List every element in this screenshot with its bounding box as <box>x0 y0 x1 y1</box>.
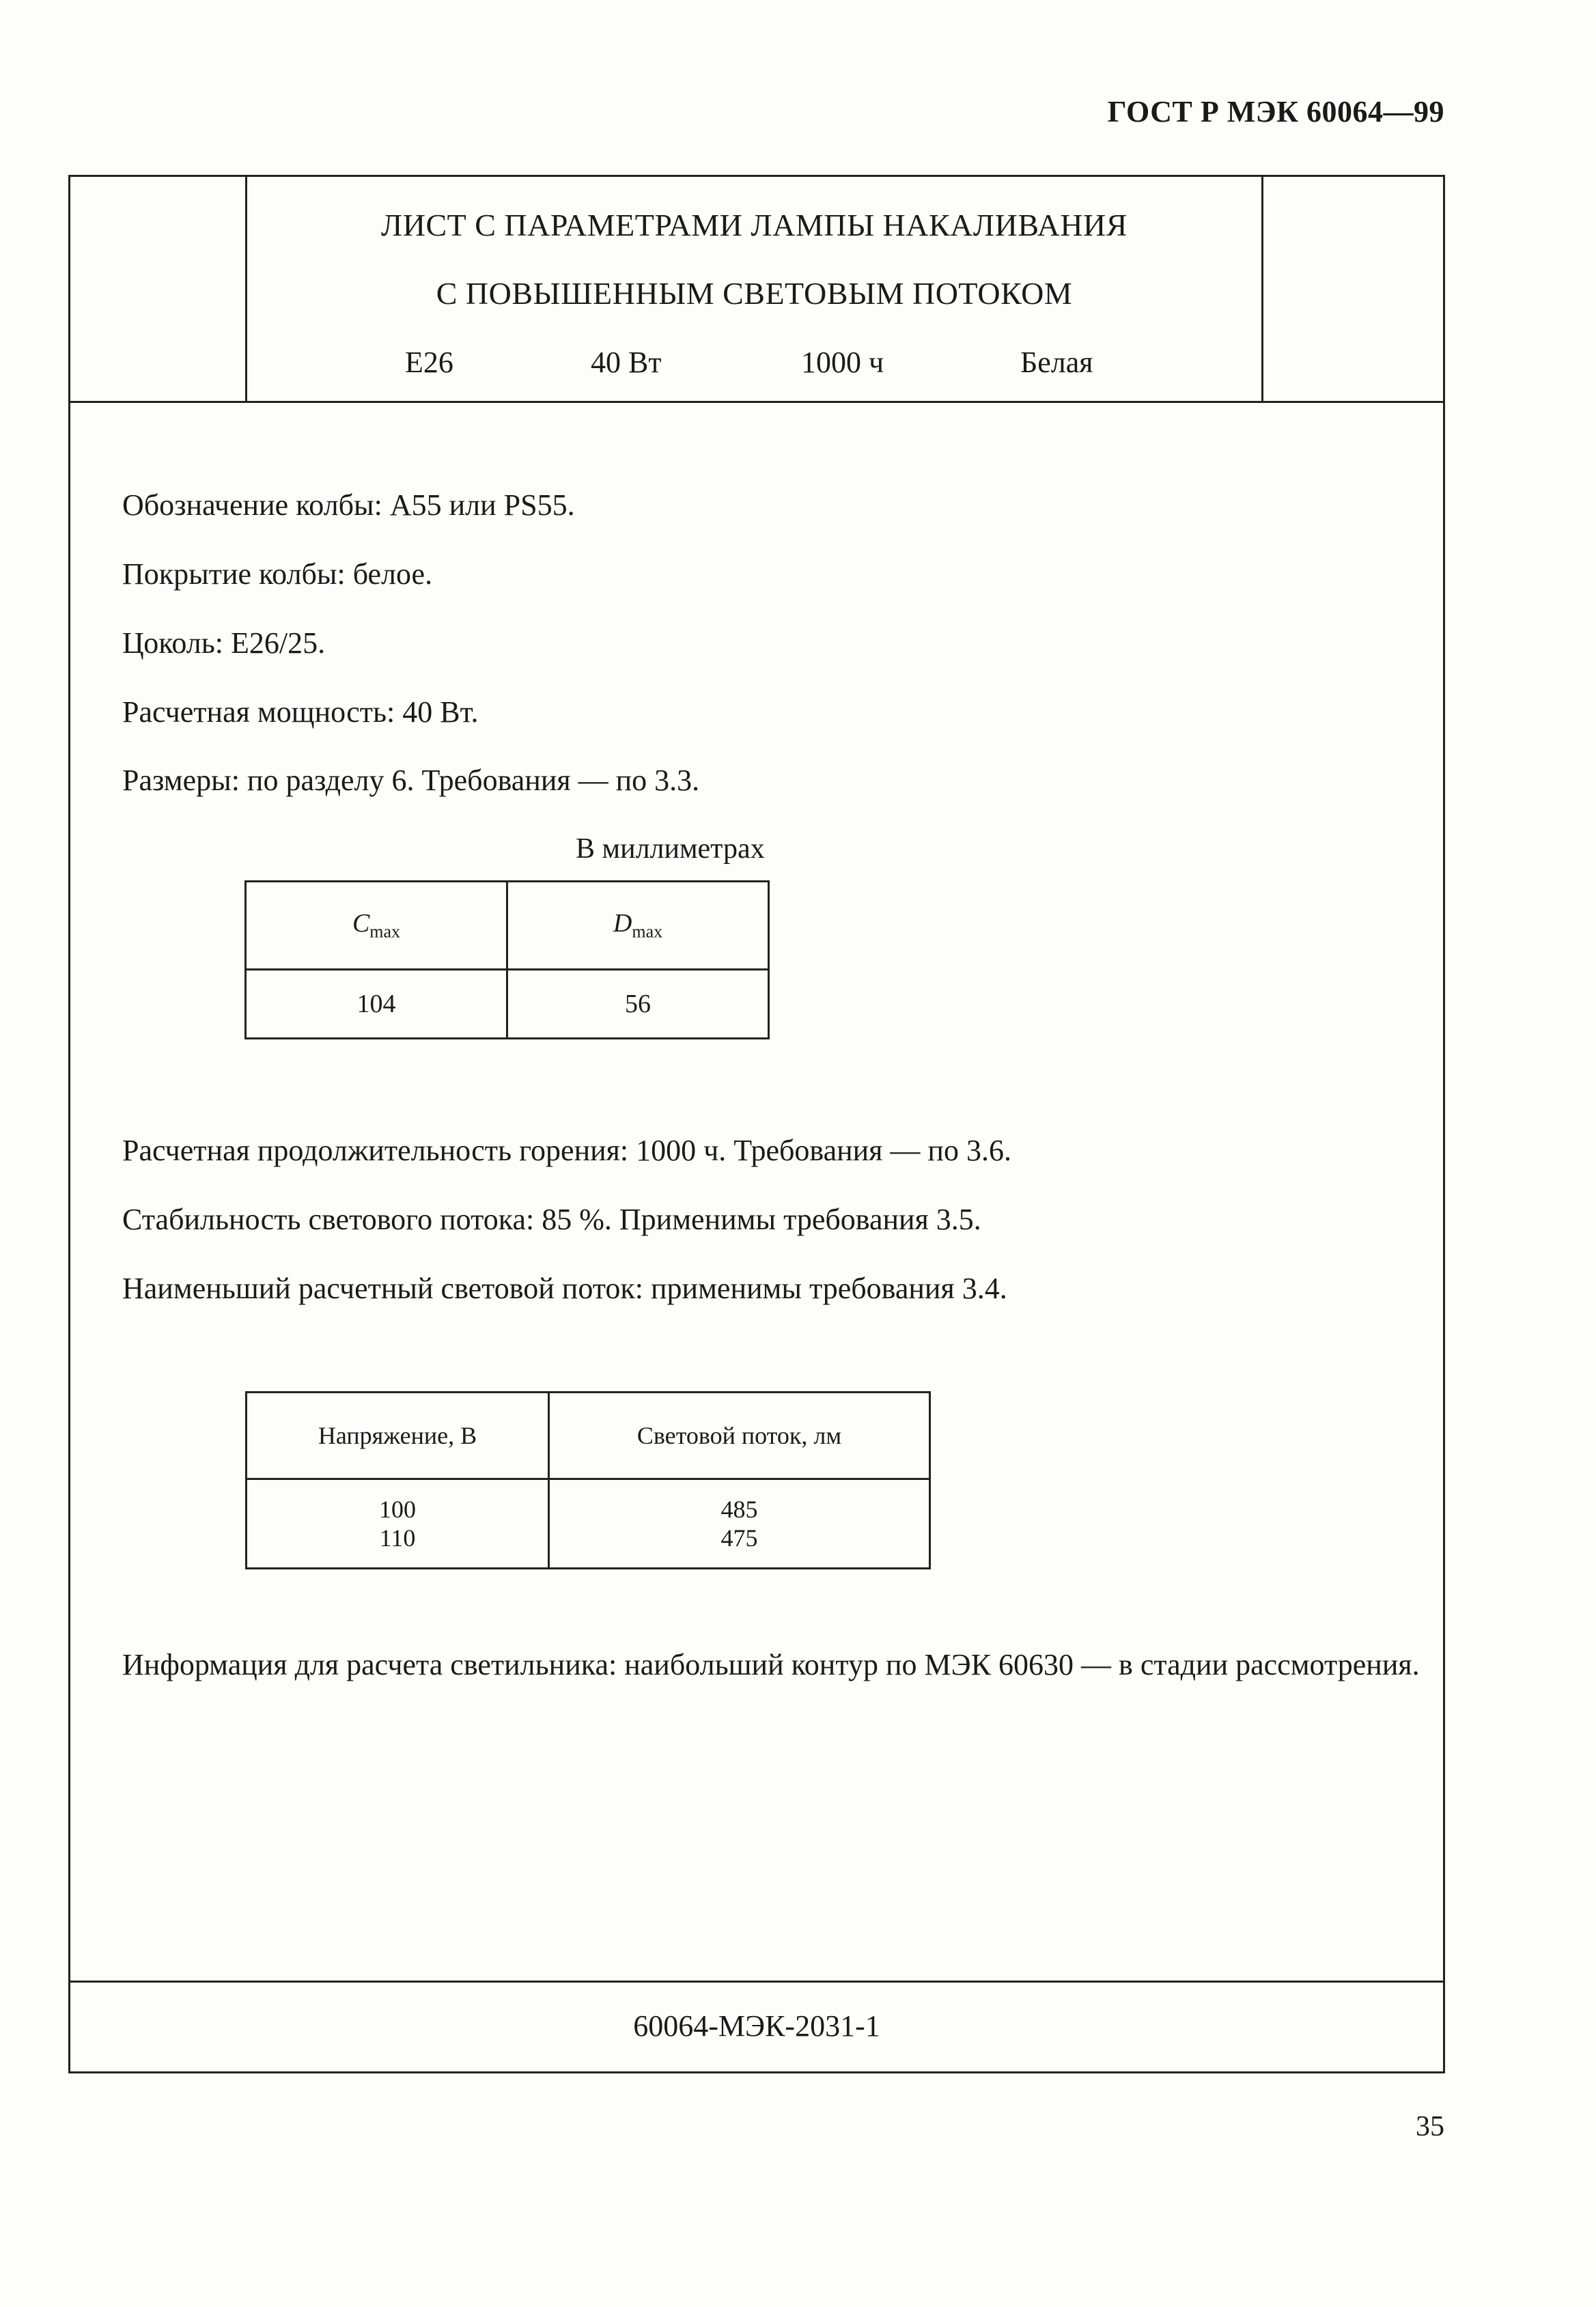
unit-note: В миллиметрах <box>576 833 765 865</box>
cap-text: Цоколь: Е26/25. <box>122 626 326 660</box>
sheet-code: 60064-МЭК-2031-1 <box>633 2009 880 2043</box>
table-row <box>246 970 769 1039</box>
sheet-title-line2: С ПОВЫШЕННЫМ СВЕТОВЫМ ПОТОКОМ <box>436 276 1073 311</box>
cell-dmax-value: 56 <box>507 970 769 1039</box>
table-row <box>247 1479 930 1569</box>
sheet-footer <box>70 1981 1443 2071</box>
param-life: 1000 ч <box>801 346 884 379</box>
param-finish: Белая <box>1020 346 1093 379</box>
flux-table <box>245 1391 931 1569</box>
sheet-header <box>70 177 1443 403</box>
rated-life-text: Расчетная продолжительность горения: 1000 ч. Требования — по 3.6. <box>122 1134 1011 1167</box>
page-number: 35 <box>1416 2111 1444 2142</box>
flux-values-cell <box>549 1479 930 1569</box>
header-cell-flux: Световой поток, лм <box>549 1393 930 1479</box>
voltage-value: 100 <box>379 1496 416 1523</box>
rated-power-text: Расчетная мощность: 40 Вт. <box>122 695 479 729</box>
cell-cmax-value: 104 <box>246 970 507 1039</box>
standard-code: ГОСТ Р МЭК 60064—99 <box>1107 95 1444 128</box>
header-cell-dmax: $D_{max}$ <box>507 882 769 970</box>
param-power: 40 Вт <box>591 346 662 379</box>
dimensions-text: Размеры: по разделу 6. Требования — по 3.3. <box>122 764 700 797</box>
voltage-value: 110 <box>379 1524 416 1552</box>
bulb-designation-text: Обозначение колбы: А55 или PS55. <box>122 488 575 522</box>
voltage-values-cell <box>247 1479 549 1569</box>
min-flux-text: Наименьший расчетный световой поток: применимы требования 3.4. <box>122 1272 1007 1305</box>
sheet-title-line1: ЛИСТ С ПАРАМЕТРАМИ ЛАМПЫ НАКАЛИВАНИЯ <box>381 208 1128 242</box>
dimensions-table <box>244 880 770 1039</box>
luminaire-info-text: Информация для расчета светильника: наибольший контур по МЭК 60630 — в стадии рассмотрения. <box>122 1648 1420 1681</box>
table-header-row <box>246 882 769 970</box>
header-cell-cmax: $C_{max}$ <box>246 882 507 970</box>
table-header-row <box>247 1393 930 1479</box>
header-cell-voltage: Напряжение, В <box>247 1393 549 1479</box>
data-sheet-frame <box>68 175 1445 2073</box>
flux-value: 485 <box>720 1496 758 1523</box>
lumen-maintenance-text: Стабильность светового потока: 85 %. Применимы требования 3.5. <box>122 1203 981 1236</box>
header-divider-right <box>1261 177 1263 401</box>
param-cap: Е26 <box>405 346 453 379</box>
bulb-coating-text: Покрытие колбы: белое. <box>122 557 433 591</box>
flux-value: 475 <box>720 1524 758 1552</box>
